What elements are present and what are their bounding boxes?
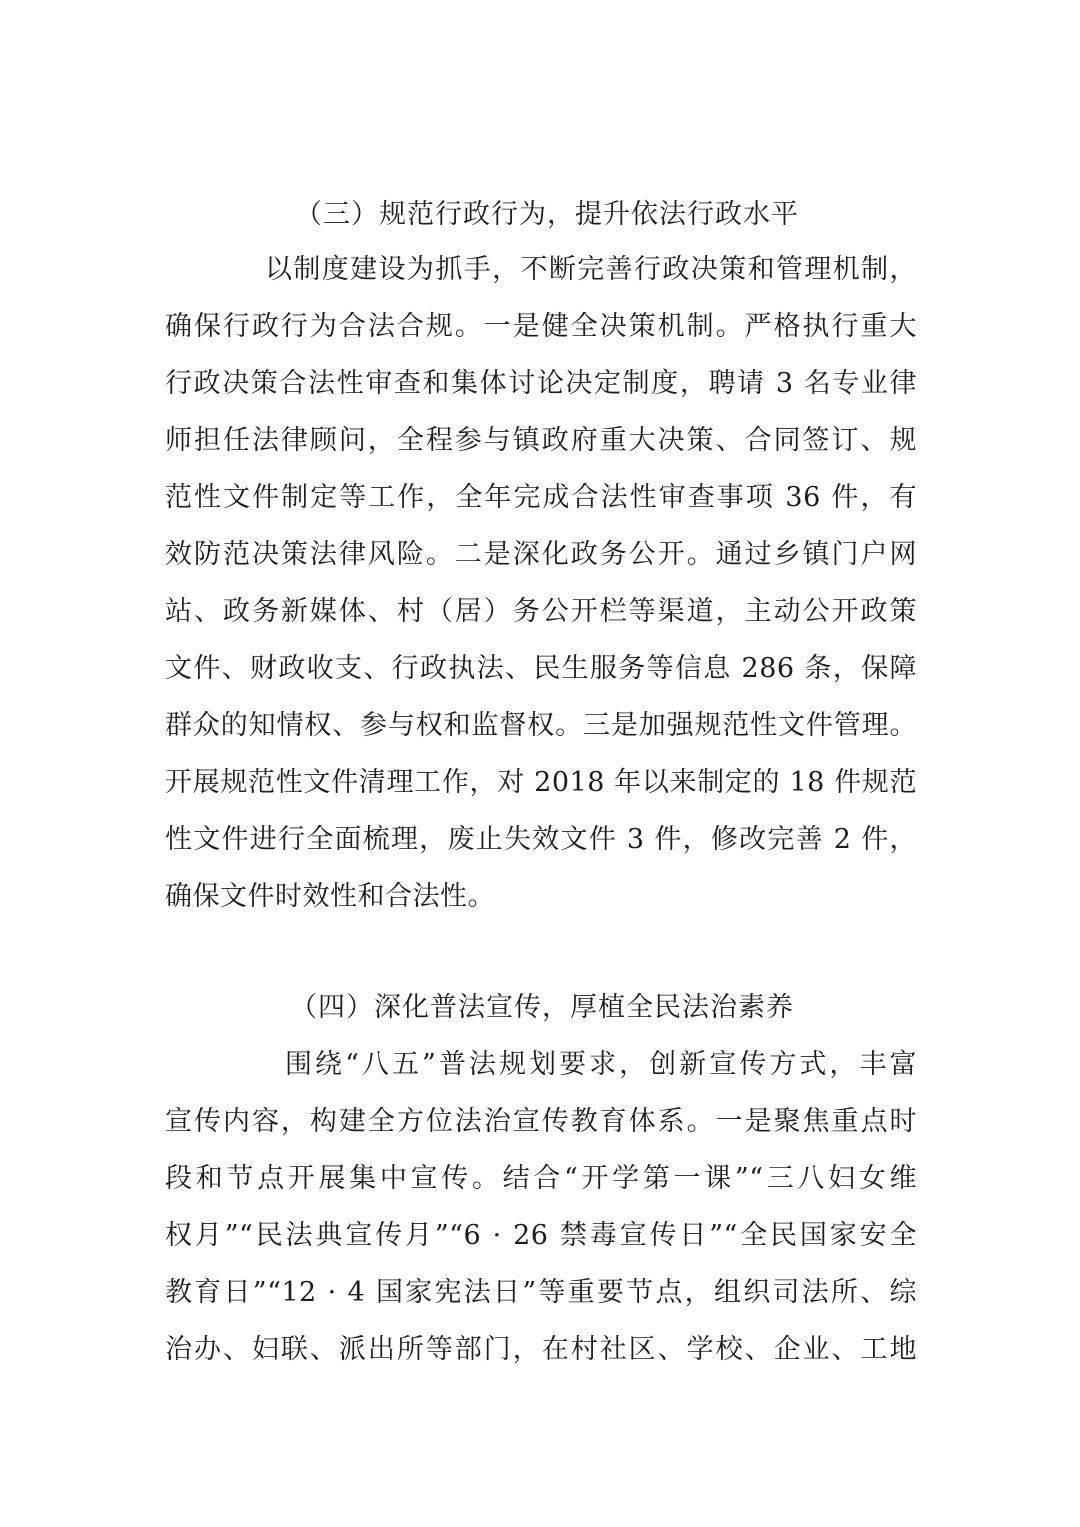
section-3-line: 性文件进行全面梳理，废止失效文件 3 件，修改完善 2 件， (165, 824, 917, 855)
section-4-line: 教育日”“12 · 4 国家宪法日”等重要节点，组织司法所、综 (165, 1277, 917, 1308)
section-3-line: 师担任法律顾问，全程参与镇政府重大决策、合同签订、规 (165, 425, 917, 456)
section-4-line: 宣传内容，构建全方位法治宣传教育体系。一是聚焦重点时 (165, 1106, 917, 1137)
section-3-line: 以制度建设为抓手，不断完善行政决策和管理机制， (265, 254, 917, 285)
section-3-line: 确保行政行为合法合规。一是健全决策机制。严格执行重大 (165, 311, 917, 342)
section-3-heading: （三）规范行政行为，提升依法行政水平 (295, 199, 799, 230)
section-3-line: 行政决策合法性审查和集体讨论决定制度，聘请 3 名专业律 (165, 368, 917, 399)
section-4-heading: （四）深化普法宣传，厚植全民法治素养 (290, 992, 794, 1023)
section-4-line: 权月”“民法典宣传月”“6 · 26 禁毒宣传日”“全民国家安全 (165, 1220, 917, 1251)
section-4-line: 段和节点开展集中宣传。结合“开学第一课”“三八妇女维 (165, 1163, 917, 1194)
section-4-line: 治办、妇联、派出所等部门，在村社区、学校、企业、工地 (165, 1334, 917, 1365)
section-3-line: 确保文件时效性和合法性。 (165, 881, 495, 912)
section-3-line: 开展规范性文件清理工作，对 2018 年以来制定的 18 件规范 (165, 767, 917, 798)
section-4-line: 围绕“八五”普法规划要求，创新宣传方式，丰富 (285, 1049, 917, 1080)
section-3-line: 范性文件制定等工作，全年完成合法性审查事项 36 件，有 (165, 482, 917, 513)
section-3-line: 文件、财政收支、行政执法、民生服务等信息 286 条，保障 (165, 653, 917, 684)
section-3-line: 站、政务新媒体、村（居）务公开栏等渠道，主动公开政策 (165, 596, 917, 627)
section-3-line: 效防范决策法律风险。二是深化政务公开。通过乡镇门户网 (165, 539, 917, 570)
section-3-line: 群众的知情权、参与权和监督权。三是加强规范性文件管理。 (165, 710, 917, 741)
